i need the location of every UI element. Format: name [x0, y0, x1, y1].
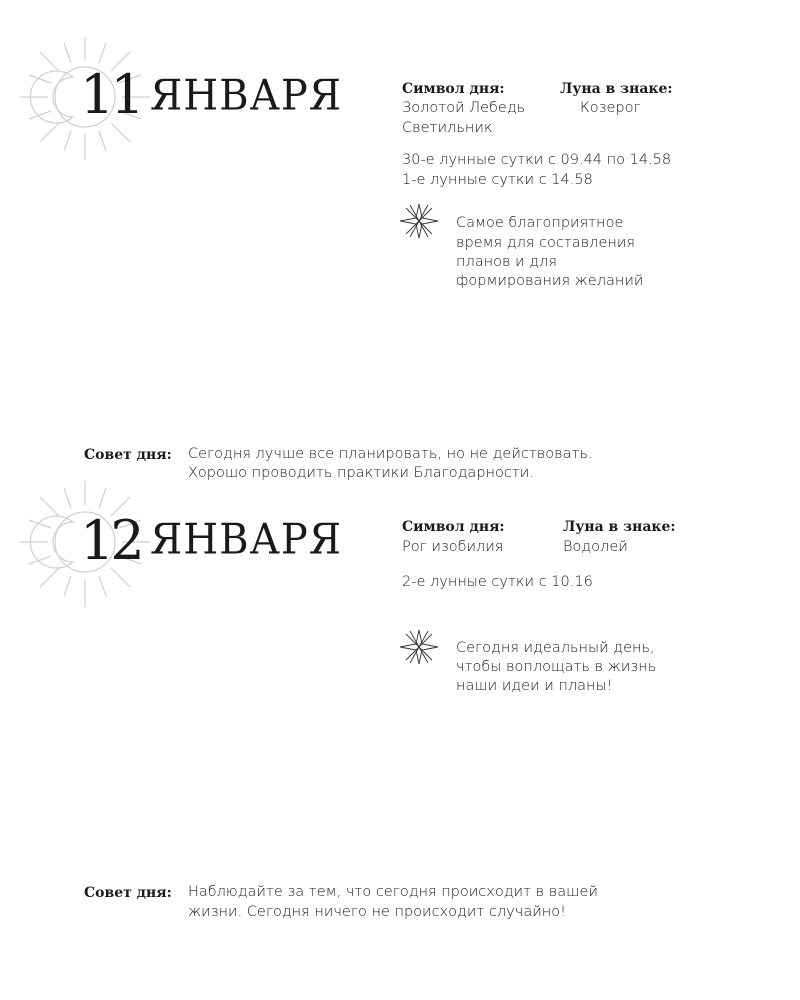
- symbol-value: Золотой Лебедь: [402, 100, 526, 116]
- day-number: 12: [80, 509, 141, 572]
- compass-star-icon: [398, 628, 440, 666]
- month-name: ЯНВАРЯ: [150, 515, 343, 565]
- symbol-value: Светильник: [402, 120, 493, 136]
- lunar-day-line: 1-е лунные сутки с 14.58: [402, 172, 593, 188]
- lunar-day-line: 30-е лунные сутки с 09.44 по 14.58: [402, 152, 672, 168]
- note-line: формирования желаний: [456, 273, 644, 289]
- note-line: время для составления: [456, 235, 635, 251]
- moon-label: Луна в знаке:: [563, 519, 676, 535]
- day-number: 11: [80, 63, 141, 126]
- moon-label: Луна в знаке:: [560, 81, 673, 97]
- moon-value: Водолей: [563, 539, 628, 555]
- symbol-label: Символ дня:: [402, 519, 505, 535]
- compass-star-icon: [398, 202, 440, 240]
- lunar-day-line: 2-е лунные сутки с 10.16: [402, 574, 593, 590]
- advice-label: Совет дня:: [84, 885, 172, 901]
- note-line: наши идеи и планы!: [456, 678, 613, 694]
- advice-line: Наблюдайте за тем, что сегодня происходит в вашей: [188, 884, 598, 900]
- note-line: планов и для: [456, 254, 557, 270]
- advice-line: жизни. Сегодня ничего не происходит случайно!: [188, 904, 566, 920]
- moon-value: Козерог: [580, 100, 641, 116]
- advice-label: Совет дня:: [84, 447, 172, 463]
- month-name: ЯНВАРЯ: [150, 71, 343, 121]
- symbol-value: Рог изобилия: [402, 539, 504, 555]
- note-line: Сегодня идеальный день,: [456, 640, 655, 656]
- advice-line: Сегодня лучше все планировать, но не действовать.: [188, 446, 593, 462]
- note-line: чтобы воплощать в жизнь: [456, 659, 657, 675]
- advice-line: Хорошо проводить практики Благодарности.: [188, 465, 534, 481]
- symbol-label: Символ дня:: [402, 81, 505, 97]
- note-line: Самое благоприятное: [456, 215, 624, 231]
